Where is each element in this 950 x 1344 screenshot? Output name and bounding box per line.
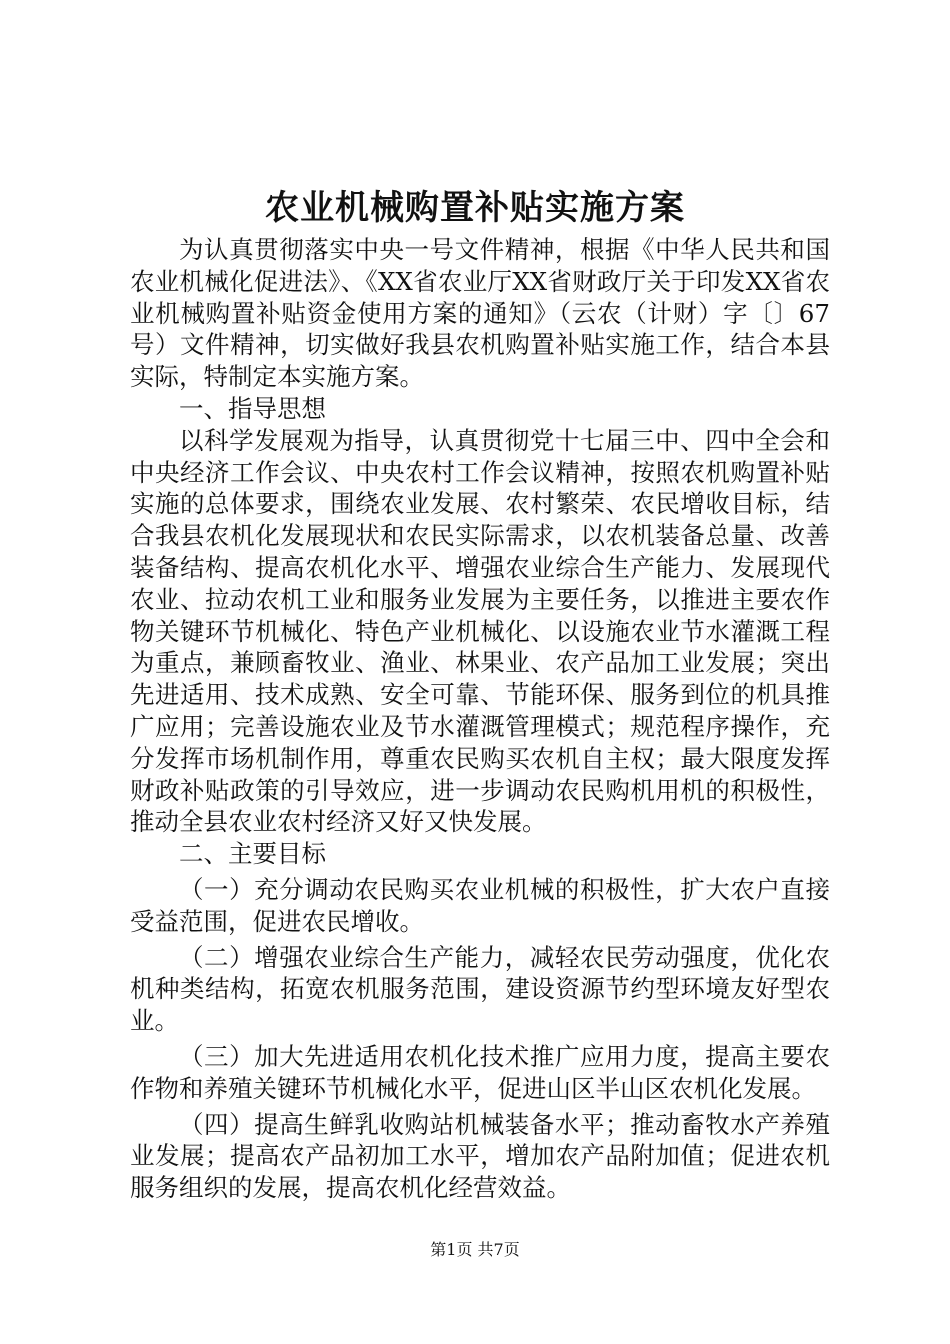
goal-item-3: （三）加大先进适用农机化技术推广应用力度，提高主要农作物和养殖关键环节机械化水平，促进山区半山区农机化发展。	[130, 1041, 830, 1103]
guiding-thought-paragraph: 以科学发展观为指导，认真贯彻党十七届三中、四中全会和中央经济工作会议、中央农村工作会议精神，按照农机购置补贴实施的总体要求，围绕农业发展、农村繁荣、农民增收目标，结合我县农机化发展现状和农民实际需求，以农机装备总量、改善装备结构、提高农机化水平、增强农业综合生产能力、发展现代农业、拉动农机工业和服务业发展为主要任务，以推进主要农作物关键环节机械化、特色产业机械化、以设施农业节水灌溉工程为重点，兼顾畜牧业、渔业、林果业、农产品加工业发展；突出先进适用、技术成熟、安全可靠、节能环保、服务到位的机具推广应用；完善设施农业及节水灌溉管理模式；规范程序操作，充分发挥市场机制作用，尊重农民购买农机自主权；最大限度发挥财政补贴政策的引导效应，进一步调动农民购机用机的积极性，推动全县农业农村经济又好又快发展。	[130, 425, 830, 837]
page-number-footer: 第1页 共7页	[430, 1240, 520, 1259]
section-heading-guiding-thought: 一、指导思想	[179, 393, 326, 423]
intro-paragraph: 为认真贯彻落实中央一号文件精神，根据《中华人民共和国农业机械化促进法》、《XX省农业厅XX省财政厅关于印发XX省农业机械购置补贴资金使用方案的通知》（云农（计财）字〔〕67号）文件精神，切实做好我县农机购置补贴实施工作，结合本县实际，特制定本实施方案。	[130, 235, 830, 392]
goal-item-2: （二）增强农业综合生产能力，减轻农民劳动强度，优化农机种类结构，拓宽农机服务范围，建设资源节约型环境友好型农业。	[130, 942, 830, 1036]
goal-item-4: （四）提高生鲜乳收购站机械装备水平；推动畜牧水产养殖业发展；提高农产品初加工水平，增加农产品附加值；促进农机服务组织的发展，提高农机化经营效益。	[130, 1109, 830, 1203]
goal-item-1: （一）充分调动农民购买农业机械的积极性，扩大农户直接受益范围，促进农民增收。	[130, 874, 830, 936]
section-heading-main-goals: 二、主要目标	[179, 839, 326, 869]
document-body	[130, 234, 830, 1204]
document-title: 农业机械购置补贴实施方案	[265, 188, 685, 228]
